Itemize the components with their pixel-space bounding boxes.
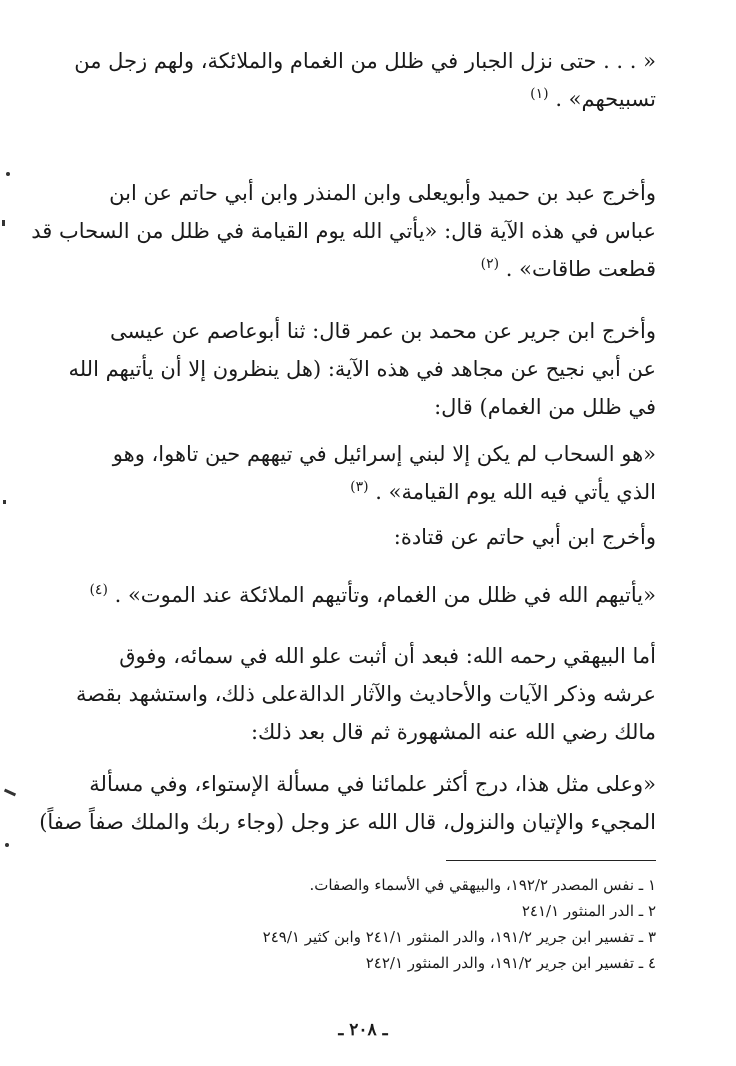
text-line — [74, 80, 656, 118]
scan-mark — [5, 843, 9, 847]
text-line: وأخرج ابن أبي حاتم عن قتادة: — [393, 525, 656, 549]
paragraph-quote-clouds — [113, 435, 656, 511]
footnote-ref: (١) — [530, 86, 549, 102]
footnotes-list — [70, 872, 656, 976]
text-line — [113, 473, 656, 511]
text-line: المجيء والإتيان والنزول، قال الله عز وجل (وجاء ربك والملك صفاً صفاً) — [39, 810, 656, 834]
text-line: في ظلل من الغمام) قال: — [434, 395, 656, 419]
text-line: «وعلى مثل هذا، درج أكثر علمائنا في مسألة الإستواء، وفي مسألة — [89, 772, 656, 796]
footnote-ref: (٣) — [350, 479, 369, 495]
paragraph-quote-jabbar — [74, 42, 656, 118]
footnote-ref: (٢) — [480, 256, 500, 272]
text-line-content: الذي يأتي فيه الله يوم القيامة» . — [375, 480, 656, 504]
scan-mark — [3, 500, 6, 504]
text-line — [89, 576, 656, 614]
text-line: مالك رضي الله عنه المشهورة ثم قال بعد ذلك: — [250, 720, 656, 744]
footnote-item: ٢ ـ الدر المنثور ٢٤١/١ — [521, 902, 656, 920]
text-line: عرشه وذكر الآيات والأحاديث والآثار الدالةعلى ذلك، واستشهد بقصة — [75, 682, 656, 706]
paragraph-quote-qatada — [89, 576, 656, 614]
scan-mark — [4, 789, 16, 797]
paragraph-quote-bayhaqi — [39, 765, 656, 841]
text-line: عن أبي نجيح عن مجاهد في هذه الآية: (هل ينظرون إلا أن يأتيهم الله — [68, 357, 656, 381]
footnote-item: ٣ ـ تفسير ابن جرير ١٩١/٢، والدر المنثور ٢٤١/١ وابن كثير ٢٤٩/١ — [262, 928, 656, 946]
text-line-content: «يأتيهم الله في ظلل من الغمام، وتأتيهم الملائكة عند الموت» . — [114, 583, 656, 607]
text-line — [31, 250, 656, 288]
text-line: « . . . حتى نزل الجبار في ظلل من الغمام والملائكة، ولهم زجل من — [74, 49, 656, 73]
text-line: وأخرج عبد بن حميد وأبويعلى وابن المنذر وابن أبي حاتم عن ابن — [109, 181, 656, 205]
footnote-ref: (٤) — [89, 582, 108, 598]
paragraph-ibn-jarir-mujahid — [68, 312, 656, 426]
paragraph-ibn-abbas — [31, 174, 656, 288]
scan-mark — [2, 220, 5, 226]
scan-mark — [6, 172, 10, 176]
text-line-content: تسبيحهم» . — [555, 87, 656, 111]
footnote-item: ١ ـ نفس المصدر ١٩٢/٢، والبيهقي في الأسماء والصفات. — [309, 876, 656, 894]
text-line: أما البيهقي رحمه الله: فبعد أن أثبت علو الله في سمائه، وفوق — [119, 644, 656, 668]
paragraph-bayhaqi — [76, 637, 656, 751]
text-line: «هو السحاب لم يكن إلا لبني إسرائيل في تيههم حين تاهوا، وهو — [112, 442, 656, 466]
footnote-item: ٤ ـ تفسير ابن جرير ١٩١/٢، والدر المنثور ٢٤٢/١ — [365, 954, 656, 972]
paragraph-qatada-intro — [394, 518, 656, 556]
page-number: ـ ٢٠٨ ـ — [338, 1020, 388, 1040]
text-line-content: قطعت طاقات» . — [505, 257, 656, 281]
text-line: عباس في هذه الآية قال: «يأتي الله يوم القيامة في ظلل من السحاب قد — [31, 219, 656, 243]
text-line: وأخرج ابن جرير عن محمد بن عمر قال: ثنا أبوعاصم عن عيسى — [110, 319, 656, 343]
footnote-divider — [446, 860, 656, 861]
